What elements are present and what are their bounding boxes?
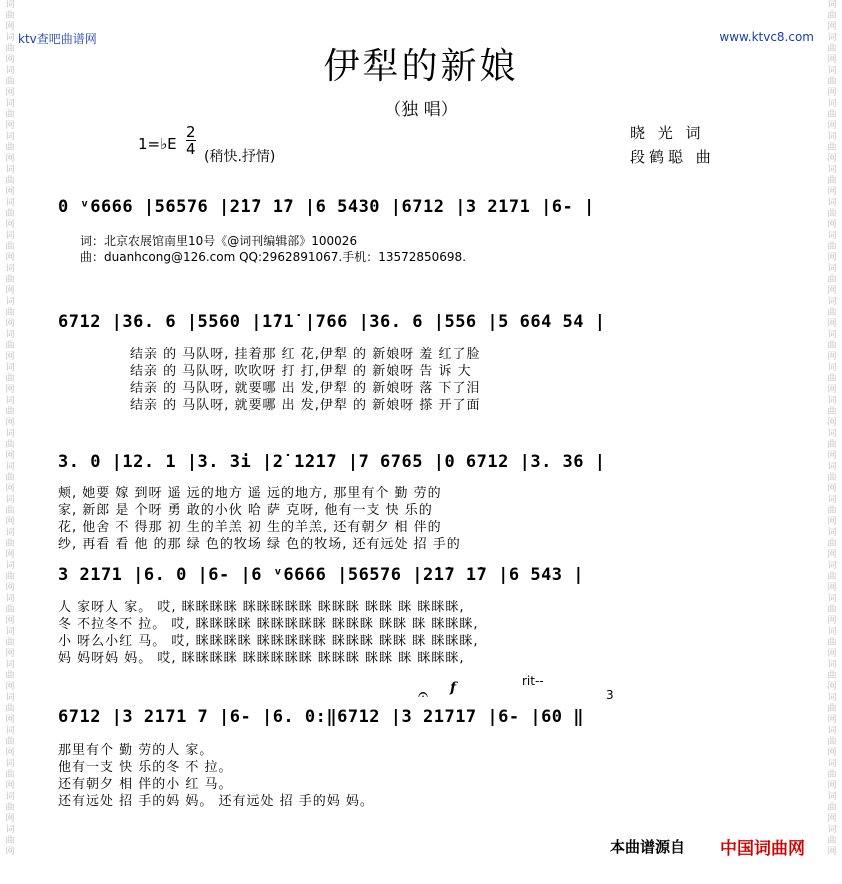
watermark-glyph: 词	[5, 495, 15, 505]
watermark-glyph: 词	[827, 825, 837, 835]
watermark-glyph: 曲	[5, 341, 15, 351]
watermark-glyph: 网	[827, 88, 837, 98]
watermark-glyph: 词	[827, 99, 837, 109]
watermark-glyph: 网	[5, 649, 15, 659]
watermark-glyph: 词	[5, 231, 15, 241]
watermark-glyph: 词	[827, 363, 837, 373]
watermark-glyph: 词	[5, 165, 15, 175]
watermark-glyph: 曲	[5, 77, 15, 87]
watermark-glyph: 曲	[5, 176, 15, 186]
watermark-glyph: 网	[5, 847, 15, 857]
watermark-glyph: 网	[5, 451, 15, 461]
watermark-glyph: 曲	[827, 77, 837, 87]
watermark-glyph: 曲	[5, 836, 15, 846]
watermark-glyph: 曲	[5, 440, 15, 450]
watermark-glyph: 曲	[5, 374, 15, 384]
watermark-glyph: 词	[827, 297, 837, 307]
notation-line-2: 6712 |36. 6 |5560 |1̇71̇ |766 |36. 6 |556 |5 664 54 |	[58, 312, 606, 332]
site-link-right[interactable]: www.ktvc8.com	[719, 30, 814, 44]
watermark-glyph: 曲	[5, 275, 15, 285]
ritardando-mark: rit--	[522, 674, 544, 688]
watermark-glyph: 网	[827, 715, 837, 725]
watermark-glyph: 词	[5, 429, 15, 439]
watermark-glyph: 曲	[5, 209, 15, 219]
watermark-glyph: 曲	[5, 506, 15, 516]
watermark-glyph: 曲	[827, 242, 837, 252]
lyricist-credit: 晓 光 词	[630, 124, 705, 142]
tempo-marking: (稍快.抒情)	[204, 149, 276, 165]
watermark-glyph: 曲	[827, 473, 837, 483]
watermark-glyph: 网	[5, 286, 15, 296]
watermark-glyph: 网	[827, 55, 837, 65]
watermark-glyph: 曲	[827, 704, 837, 714]
notation-line-1: 0 ᵛ6666 |56576 |2̇1̇7 1̇7 |6 5430 |6712 |3 2171 |6- |	[58, 197, 595, 217]
watermark-glyph: 网	[5, 814, 15, 824]
notation-line-5: 6712 |3 2171 7 |6- |6. 0:‖6712 |3 21717 |6- |60 ‖	[58, 707, 585, 727]
watermark-glyph: 词	[5, 825, 15, 835]
watermark-glyph: 词	[5, 330, 15, 340]
contact-line-1: 词：北京农展馆南里10号《@词刊编辑部》100026	[80, 234, 358, 248]
watermark-glyph: 网	[827, 154, 837, 164]
watermark-glyph: 网	[827, 220, 837, 230]
lyric-line: 结亲 的 马队呀, 就要哪 出 发,伊犁 的 新娘呀 搽 开了面	[130, 398, 481, 413]
lyric-line: 他有一支 快 乐的冬 不 拉。	[58, 760, 233, 775]
watermark-glyph: 网	[827, 286, 837, 296]
watermark-glyph: 词	[5, 561, 15, 571]
watermark-glyph: 词	[827, 627, 837, 637]
watermark-glyph: 词	[827, 0, 837, 10]
watermark-glyph: 词	[5, 33, 15, 43]
watermark-glyph: 曲	[827, 308, 837, 318]
lyric-line: 小 呀么小红 马。 哎, 眯眯眯眯 眯眯眯眯眯 眯眯眯 眯眯 眯 眯眯眯,	[58, 634, 479, 649]
source-label: 本曲谱源自	[610, 838, 686, 856]
lyric-line: 结亲 的 马队呀, 吹吹呀 打 打,伊犁 的 新娘呀 告 诉 大	[130, 364, 472, 379]
watermark-glyph: 词	[827, 561, 837, 571]
watermark-glyph: 网	[827, 781, 837, 791]
key-signature: 1=♭E	[138, 135, 177, 153]
watermark-glyph: 网	[5, 352, 15, 362]
lyric-line: 人 家呀人 家。 哎, 眯眯眯眯 眯眯眯眯眯 眯眯眯 眯眯 眯 眯眯眯,	[58, 600, 465, 615]
watermark-glyph: 网	[5, 517, 15, 527]
watermark-glyph: 曲	[827, 209, 837, 219]
watermark-glyph: 网	[827, 352, 837, 362]
watermark-glyph: 网	[5, 220, 15, 230]
watermark-glyph: 曲	[827, 341, 837, 351]
watermark-glyph: 网	[5, 253, 15, 263]
time-top: 2	[186, 123, 196, 141]
lyric-line: 家, 新郎 是 个呀 勇 敢的小伙 哈 萨 克呀, 他有一支 快 乐的	[58, 503, 433, 518]
watermark-glyph: 词	[827, 528, 837, 538]
watermark-glyph: 曲	[827, 506, 837, 516]
watermark-glyph: 网	[5, 187, 15, 197]
watermark-glyph: 网	[827, 682, 837, 692]
watermark-glyph: 网	[5, 550, 15, 560]
watermark-glyph: 网	[5, 616, 15, 626]
triplet-mark: 3	[606, 688, 614, 702]
watermark-glyph: 网	[5, 88, 15, 98]
watermark-glyph: 词	[5, 462, 15, 472]
watermark-glyph: 网	[5, 121, 15, 131]
watermark-glyph: 词	[827, 198, 837, 208]
right-watermark-column	[824, 0, 840, 858]
lyric-line: 还有朝夕 相 伴的小 红 马。	[58, 777, 233, 792]
notation-line-4: 3 2171 |6. 0 |6- |6 ᵛ6666 |56576 |2̇1̇7 1̇7 |6 543 |	[58, 565, 585, 585]
watermark-glyph: 网	[5, 583, 15, 593]
watermark-glyph: 词	[827, 759, 837, 769]
watermark-glyph: 网	[5, 682, 15, 692]
watermark-glyph: 词	[5, 363, 15, 373]
watermark-glyph: 曲	[827, 770, 837, 780]
watermark-glyph: 网	[827, 22, 837, 32]
lyric-line: 妈 妈呀妈 妈。 哎, 眯眯眯眯 眯眯眯眯眯 眯眯眯 眯眯 眯 眯眯眯,	[58, 651, 465, 666]
fermata-mark: 𝄐	[418, 684, 429, 705]
watermark-glyph: 曲	[5, 242, 15, 252]
watermark-glyph: 词	[5, 396, 15, 406]
watermark-glyph: 曲	[5, 110, 15, 120]
watermark-glyph: 曲	[827, 605, 837, 615]
watermark-glyph: 网	[5, 484, 15, 494]
watermark-glyph: 网	[5, 715, 15, 725]
watermark-glyph: 词	[5, 792, 15, 802]
watermark-glyph: 词	[5, 297, 15, 307]
watermark-glyph: 网	[5, 154, 15, 164]
watermark-glyph: 曲	[827, 110, 837, 120]
time-bottom: 4	[186, 140, 196, 158]
watermark-glyph: 网	[827, 847, 837, 857]
watermark-glyph: 曲	[827, 176, 837, 186]
watermark-glyph: 曲	[827, 539, 837, 549]
watermark-glyph: 曲	[827, 374, 837, 384]
watermark-glyph: 词	[5, 693, 15, 703]
watermark-glyph: 网	[827, 451, 837, 461]
watermark-glyph: 曲	[5, 605, 15, 615]
watermark-glyph: 词	[5, 660, 15, 670]
watermark-glyph: 词	[5, 594, 15, 604]
watermark-glyph: 网	[827, 121, 837, 131]
watermark-glyph: 词	[827, 264, 837, 274]
watermark-glyph: 网	[827, 418, 837, 428]
watermark-glyph: 网	[827, 550, 837, 560]
watermark-glyph: 曲	[827, 572, 837, 582]
watermark-glyph: 词	[5, 132, 15, 142]
watermark-glyph: 词	[827, 429, 837, 439]
watermark-glyph: 词	[5, 627, 15, 637]
watermark-glyph: 词	[5, 198, 15, 208]
watermark-glyph: 词	[827, 132, 837, 142]
watermark-glyph: 网	[827, 187, 837, 197]
lyric-line: 颊, 她要 嫁 到呀 遥 远的地方 遥 远的地方, 那里有个 勤 劳的	[58, 486, 442, 501]
contact-line-2: 曲：duanhcong@126.com QQ:2962891067.手机：13572850698.	[80, 250, 467, 264]
watermark-glyph: 网	[827, 253, 837, 263]
watermark-glyph: 词	[827, 330, 837, 340]
watermark-glyph: 词	[5, 726, 15, 736]
watermark-glyph: 网	[827, 649, 837, 659]
watermark-glyph: 曲	[827, 407, 837, 417]
watermark-glyph: 词	[827, 726, 837, 736]
watermark-glyph: 网	[5, 319, 15, 329]
watermark-glyph: 网	[5, 781, 15, 791]
lyric-line: 花, 他舍 不 得那 初 生的羊羔 初 生的羊羔, 还有朝夕 相 伴的	[58, 520, 442, 535]
watermark-glyph: 词	[827, 231, 837, 241]
watermark-glyph: 曲	[827, 275, 837, 285]
notation-line-3: 3. 0 |12. 1 |3. 3i |2̇ 1̇2̇1̇7 |7 6765 |0 6712 |3. 36 |	[58, 452, 606, 472]
watermark-glyph: 网	[827, 583, 837, 593]
watermark-glyph: 曲	[827, 44, 837, 54]
watermark-glyph: 网	[5, 748, 15, 758]
forte-mark: f	[450, 680, 457, 696]
watermark-glyph: 网	[827, 748, 837, 758]
watermark-glyph: 曲	[5, 803, 15, 813]
site-link-left[interactable]: ktv查吧曲谱网	[18, 32, 97, 46]
watermark-glyph: 网	[5, 385, 15, 395]
watermark-glyph: 曲	[5, 143, 15, 153]
watermark-glyph: 曲	[5, 704, 15, 714]
watermark-glyph: 曲	[827, 440, 837, 450]
watermark-glyph: 曲	[827, 638, 837, 648]
watermark-glyph: 曲	[827, 803, 837, 813]
watermark-glyph: 曲	[5, 572, 15, 582]
watermark-glyph: 词	[827, 66, 837, 76]
left-watermark-column	[2, 0, 18, 858]
watermark-glyph: 词	[5, 66, 15, 76]
watermark-glyph: 曲	[827, 143, 837, 153]
composer-credit: 段鹤聪 曲	[630, 148, 715, 166]
watermark-glyph: 曲	[827, 836, 837, 846]
lyric-line: 纱, 再看 看 他 的那 绿 色的牧场 绿 色的牧场, 还有远处 招 手的	[58, 537, 461, 552]
watermark-glyph: 词	[827, 495, 837, 505]
watermark-glyph: 词	[5, 99, 15, 109]
watermark-glyph: 曲	[827, 11, 837, 21]
watermark-glyph: 网	[827, 517, 837, 527]
watermark-glyph: 词	[5, 759, 15, 769]
watermark-glyph: 词	[827, 660, 837, 670]
watermark-glyph: 词	[5, 528, 15, 538]
watermark-glyph: 词	[827, 792, 837, 802]
watermark-glyph: 曲	[5, 473, 15, 483]
watermark-glyph: 词	[827, 33, 837, 43]
watermark-glyph: 网	[5, 418, 15, 428]
watermark-glyph: 词	[5, 0, 15, 10]
watermark-glyph: 网	[827, 484, 837, 494]
watermark-glyph: 曲	[5, 671, 15, 681]
watermark-glyph: 网	[5, 22, 15, 32]
watermark-glyph: 曲	[5, 539, 15, 549]
song-subtitle: （独 唱）	[384, 100, 458, 120]
lyric-line: 结亲 的 马队呀, 就要哪 出 发,伊犁 的 新娘呀 落 下了泪	[130, 381, 481, 396]
watermark-glyph: 曲	[5, 737, 15, 747]
watermark-glyph: 词	[827, 693, 837, 703]
watermark-glyph: 网	[827, 616, 837, 626]
watermark-glyph: 词	[827, 396, 837, 406]
watermark-glyph: 曲	[5, 770, 15, 780]
lyric-line: 还有远处 招 手的妈 妈。 还有远处 招 手的妈 妈。	[58, 794, 374, 809]
watermark-glyph: 曲	[827, 671, 837, 681]
watermark-glyph: 曲	[5, 638, 15, 648]
watermark-glyph: 曲	[5, 308, 15, 318]
watermark-glyph: 网	[827, 385, 837, 395]
watermark-glyph: 曲	[5, 44, 15, 54]
watermark-glyph: 网	[827, 814, 837, 824]
watermark-glyph: 词	[5, 264, 15, 274]
watermark-glyph: 曲	[827, 737, 837, 747]
lyric-line: 那里有个 勤 劳的人 家。	[58, 743, 214, 758]
song-title: 伊犁的新娘	[323, 46, 519, 87]
watermark-glyph: 曲	[5, 407, 15, 417]
lyric-line: 结亲 的 马队呀, 挂着那 红 花,伊犁 的 新娘呀 羞 红了脸	[130, 347, 481, 362]
watermark-glyph: 词	[827, 594, 837, 604]
lyric-line: 冬 不拉冬不 拉。 哎, 眯眯眯眯 眯眯眯眯眯 眯眯眯 眯眯 眯 眯眯眯,	[58, 617, 479, 632]
watermark-glyph: 词	[827, 165, 837, 175]
watermark-glyph: 词	[827, 462, 837, 472]
watermark-glyph: 曲	[5, 11, 15, 21]
time-signature	[186, 124, 196, 157]
watermark-glyph: 网	[5, 55, 15, 65]
source-site-link[interactable]: 中国词曲网	[720, 839, 805, 859]
watermark-glyph: 网	[827, 319, 837, 329]
